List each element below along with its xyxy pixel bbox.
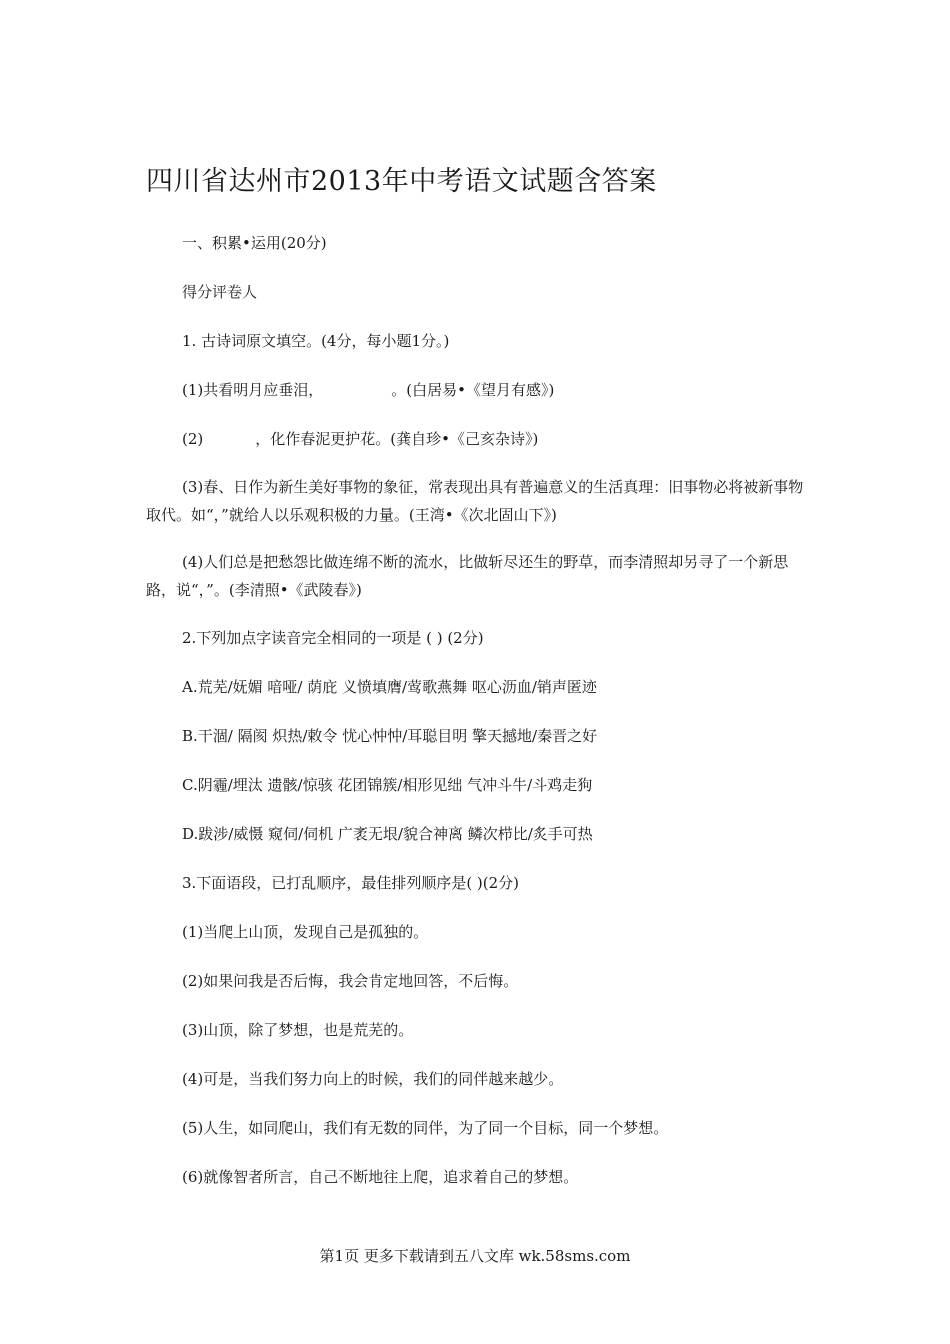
question-2-option-c: C.阴霾/埋汰 遗骸/惊骇 花团锦簇/相形见绌 气冲斗牛/斗鸡走狗	[182, 776, 593, 794]
question-3-sentence-4: (4)可是，当我们努力向上的时候，我们的同伴越来越少。	[182, 1070, 564, 1088]
question-3-sentence-3: (3)山顶，除了梦想，也是荒芜的。	[182, 1021, 414, 1039]
question-3-sentence-1: (1)当爬上山顶，发现自己是孤独的。	[182, 923, 429, 941]
question-1-item-4: (4)人们总是把愁怨比做连绵不断的流水，比做斩尽还生的野草，而李清照却另寻了一个新思路，说“，”。(李清照•《武陵春》)	[146, 553, 789, 599]
q1-item1-post: 。(白居易•《望月有感》)	[391, 381, 555, 399]
question-3-sentence-6: (6)就像智者所言，自己不断地往上爬，追求着自己的梦想。	[182, 1168, 579, 1186]
scorer-label: 得分评卷人	[182, 283, 258, 301]
question-2-stem: 2.下列加点字读音完全相同的一项是 ( ) (2分)	[182, 629, 484, 647]
question-3-sentence-5: (5)人生，如同爬山，我们有无数的同伴，为了同一个目标，同一个梦想。	[182, 1119, 669, 1137]
question-1-item-2	[146, 424, 808, 473]
section-heading: 一、积累•运用(20分)	[182, 234, 327, 252]
question-2-option-b: B.干涸/ 隔阂 炽热/敕令 忧心忡忡/耳聪目明 擎天撼地/秦晋之好	[182, 727, 598, 745]
question-1-item-3: (3)春、日作为新生美好事物的象征，常表现出具有普遍意义的生活真理：旧事物必将被新事物取代。如“，”就给人以乐观积极的力量。(王湾•《次北固山下》)	[146, 478, 804, 524]
document-title: 四川省达州市2013年中考语文试题含答案	[146, 166, 657, 197]
question-2-option-a: A.荒芜/妩媚 喑哑/ 荫庇 义愤填膺/莺歌燕舞 呕心沥血/销声匿迹	[182, 678, 597, 696]
question-3-sentence-2: (2)如果问我是否后悔，我会肯定地回答，不后悔。	[182, 972, 519, 990]
question-1-item-1	[146, 375, 808, 424]
q1-item2-post: ，化作春泥更护花。(龚自珍•《己亥杂诗》)	[255, 430, 539, 448]
question-3-stem: 3.下面语段，已打乱顺序，最佳排列顺序是( )(2分)	[182, 874, 520, 892]
q1-item1-pre: (1)共看明月应垂泪，	[182, 381, 324, 399]
question-2-option-d: D.跋涉/威慑 窥伺/伺机 广袤无垠/貌合神离 鳞次栉比/炙手可热	[182, 825, 593, 843]
document-body	[146, 228, 808, 1211]
question-1-stem: 1. 古诗词原文填空。(4分，每小题1分。)	[182, 332, 450, 350]
q1-item2-pre: (2)	[182, 430, 204, 448]
page-footer: 第1页 更多下载请到五八文库 wk.58sms.com	[319, 1247, 631, 1265]
